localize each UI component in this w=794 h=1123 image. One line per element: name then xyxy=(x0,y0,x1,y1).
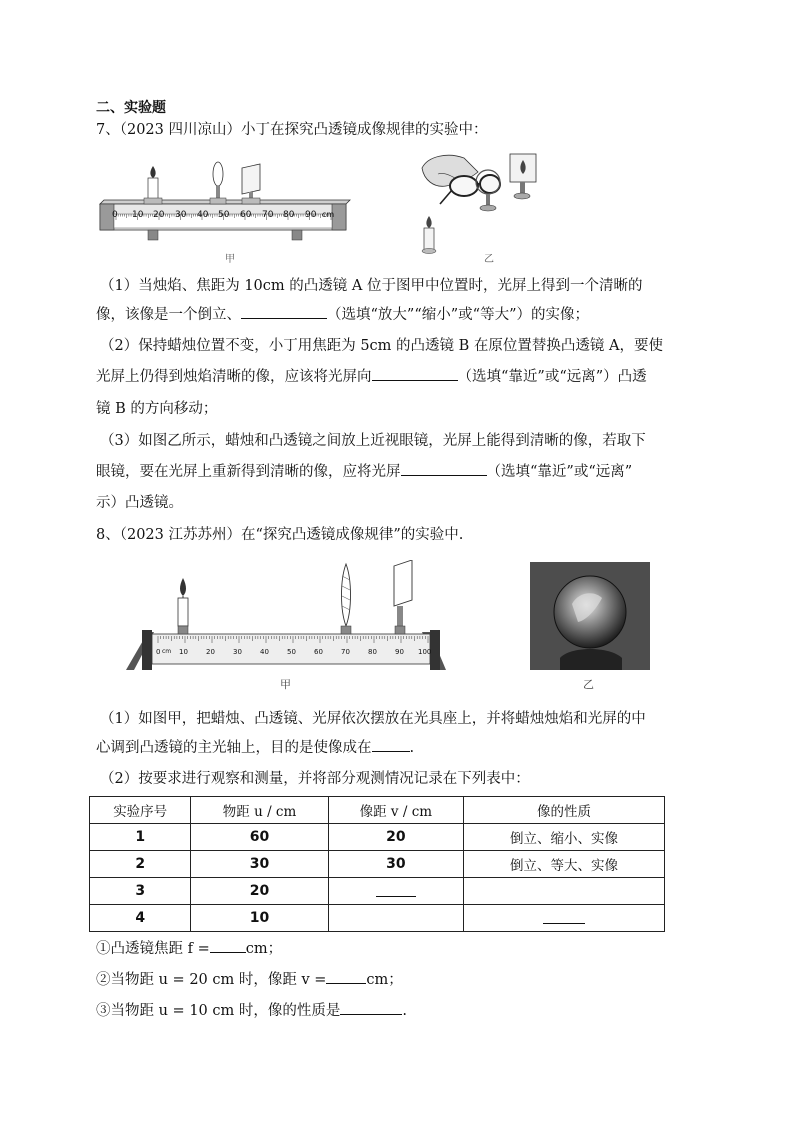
q7-blank-2[interactable] xyxy=(372,366,458,381)
q7-blank-3[interactable] xyxy=(401,461,487,476)
table-cell: 30 xyxy=(191,851,328,878)
table-header-cell: 像的性质 xyxy=(464,797,665,824)
q8-p1-line1: （1）如图甲，把蜡烛、凸透镜、光屏依次摆放在光具座上，并将蜡烛烛焰和光屏的中 xyxy=(100,711,646,727)
q8-tick-70: 70 xyxy=(341,648,350,656)
q7-tick-20: 20 xyxy=(153,210,165,220)
q7-tick-30: 30 xyxy=(175,210,187,220)
q8-blank-v[interactable] xyxy=(326,969,366,984)
q7-tick-70: 70 xyxy=(262,210,274,220)
q8-ruler-cm: cm xyxy=(162,648,172,655)
q8-tick-20: 20 xyxy=(206,648,215,656)
table-cell: 20 xyxy=(191,878,328,905)
q7-p2-line2 xyxy=(96,366,647,388)
q8-fig-b-label: 乙 xyxy=(583,678,594,691)
table-row xyxy=(90,878,665,905)
q7-myopia-glasses-figure xyxy=(418,150,546,262)
q7-tick-40: 40 xyxy=(197,210,209,220)
q8-p2: （2）按要求进行观察和测量，并将部分观测情况记录在下列表中： xyxy=(100,771,530,787)
q7-p2-text-a: 光屏上仍得到烛焰清晰的像，应该将光屏向 xyxy=(96,369,372,385)
q7-tick-50: 50 xyxy=(218,210,230,220)
table-cell: 倒立、缩小、实像 xyxy=(464,824,665,851)
table-cell[interactable] xyxy=(328,878,463,905)
table-cell: 2 xyxy=(90,851,191,878)
table-cell: 60 xyxy=(191,824,328,851)
q8-s3 xyxy=(96,1000,407,1022)
q8-tick-30: 30 xyxy=(233,648,242,656)
q8-p1-text: 心调到凸透镜的主光轴上，目的是使像成在 xyxy=(96,740,372,756)
q8-tick-50: 50 xyxy=(287,648,296,656)
q7-p1-text-a: 像，该像是一个倒立、 xyxy=(96,307,241,323)
table-row xyxy=(90,824,665,851)
q7-p3-line1: （3）如图乙所示，蜡烛和凸透镜之间放上近视眼镜，光屏上能得到清晰的像，若取下 xyxy=(100,433,646,449)
q8-ruler-labels xyxy=(120,648,450,660)
q7-tick-60: 60 xyxy=(240,210,252,220)
q7-tick-10: 10 xyxy=(132,210,144,220)
table-cell: 4 xyxy=(90,905,191,932)
q8-crystal-ball-photo xyxy=(530,562,650,670)
q7-p3-text-a: 眼镜，要在光屏上重新得到清晰的像，应将光屏 xyxy=(96,464,401,480)
section-title: 二、实验题 xyxy=(96,100,166,116)
q8-blank-f[interactable] xyxy=(210,938,246,953)
q7-p2-line1: （2）保持蜡烛位置不变，小丁用焦距为 5cm 的凸透镜 B 在原位置替换凸透镜 A，要使 xyxy=(100,338,663,354)
table-cell xyxy=(464,878,665,905)
q7-tick-90: 90 xyxy=(305,210,317,220)
q8-s2 xyxy=(96,969,403,991)
q8-tick-60: 60 xyxy=(314,648,323,656)
q8-tick-0: 0 xyxy=(156,648,161,656)
q8-s3-end: . xyxy=(402,1003,407,1019)
q7-tick-80: 80 xyxy=(283,210,295,220)
table-cell: 倒立、等大、实像 xyxy=(464,851,665,878)
q8-blank-1[interactable] xyxy=(372,737,410,752)
q7-p2-line3: 镜 B 的方向移动； xyxy=(96,401,218,417)
table-header-cell: 实验序号 xyxy=(90,797,191,824)
table-header-cell: 像距 v / cm xyxy=(328,797,463,824)
q7-p1-line1: （1）当烛焰、焦距为 10cm 的凸透镜 A 位于图甲中位置时，光屏上得到一个清晰的 xyxy=(100,278,643,294)
table-header-row xyxy=(90,797,665,824)
q8-s2-text: ②当物距 u = 20 cm 时，像距 v = xyxy=(96,972,327,988)
q7-p1-text-b: （选填“放大”“缩小”或“等大”）的实像； xyxy=(327,307,589,323)
q8-s2-unit: cm； xyxy=(366,972,403,988)
q7-p2-text-b: （选填“靠近”或“远离”）凸透 xyxy=(457,369,647,385)
q8-s3-text: ③当物距 u = 10 cm 时，像的性质是 xyxy=(96,1003,341,1019)
q8-tick-40: 40 xyxy=(260,648,269,656)
q8-optical-bench-figure xyxy=(120,560,450,678)
q7-p1-line2 xyxy=(96,304,589,326)
q8-fig-a-label: 甲 xyxy=(280,678,291,691)
table-row xyxy=(90,905,665,932)
table-header-cell: 物距 u / cm xyxy=(191,797,328,824)
q7-tick-cm: cm xyxy=(322,210,335,219)
q8-s1-unit: cm； xyxy=(245,941,283,957)
table-cell xyxy=(328,905,463,932)
q7-p3-line2 xyxy=(96,461,632,483)
q7-fig-a-label: 甲 xyxy=(225,254,235,265)
table-cell: 30 xyxy=(328,851,463,878)
table-cell: 10 xyxy=(191,905,328,932)
q8-stem: 8、（2023 江苏苏州）在“探究凸透镜成像规律”的实验中. xyxy=(96,527,464,543)
table-cell[interactable] xyxy=(464,905,665,932)
q7-p3-text-b: （选填“靠近”或“远离” xyxy=(486,464,633,480)
q8-p1-end: . xyxy=(409,740,415,756)
q7-fig-b-label: 乙 xyxy=(484,254,494,265)
table-cell: 3 xyxy=(90,878,191,905)
q7-stem: 7、（2023 四川凉山）小丁在探究凸透镜成像规律的实验中： xyxy=(96,122,488,138)
q8-tick-90: 90 xyxy=(395,648,404,656)
q8-tick-80: 80 xyxy=(368,648,377,656)
q7-ruler-labels xyxy=(96,210,356,224)
q8-p1-line2 xyxy=(96,737,414,759)
q7-p3-line3: 示）凸透镜。 xyxy=(96,495,183,511)
table-blank-v3[interactable] xyxy=(376,882,416,897)
q8-s1 xyxy=(96,938,282,960)
table-cell: 20 xyxy=(328,824,463,851)
q7-blank-1[interactable] xyxy=(241,304,327,319)
q8-tick-100: 100 xyxy=(418,648,432,656)
q8-data-table xyxy=(89,796,665,932)
table-cell: 1 xyxy=(90,824,191,851)
q7-tick-0: 0 xyxy=(112,210,118,220)
table-row xyxy=(90,851,665,878)
q8-s1-text: ①凸透镜焦距 f = xyxy=(96,941,210,957)
q8-tick-10: 10 xyxy=(179,648,188,656)
table-blank-nature4[interactable] xyxy=(543,909,585,924)
q8-blank-nature[interactable] xyxy=(340,1000,402,1015)
